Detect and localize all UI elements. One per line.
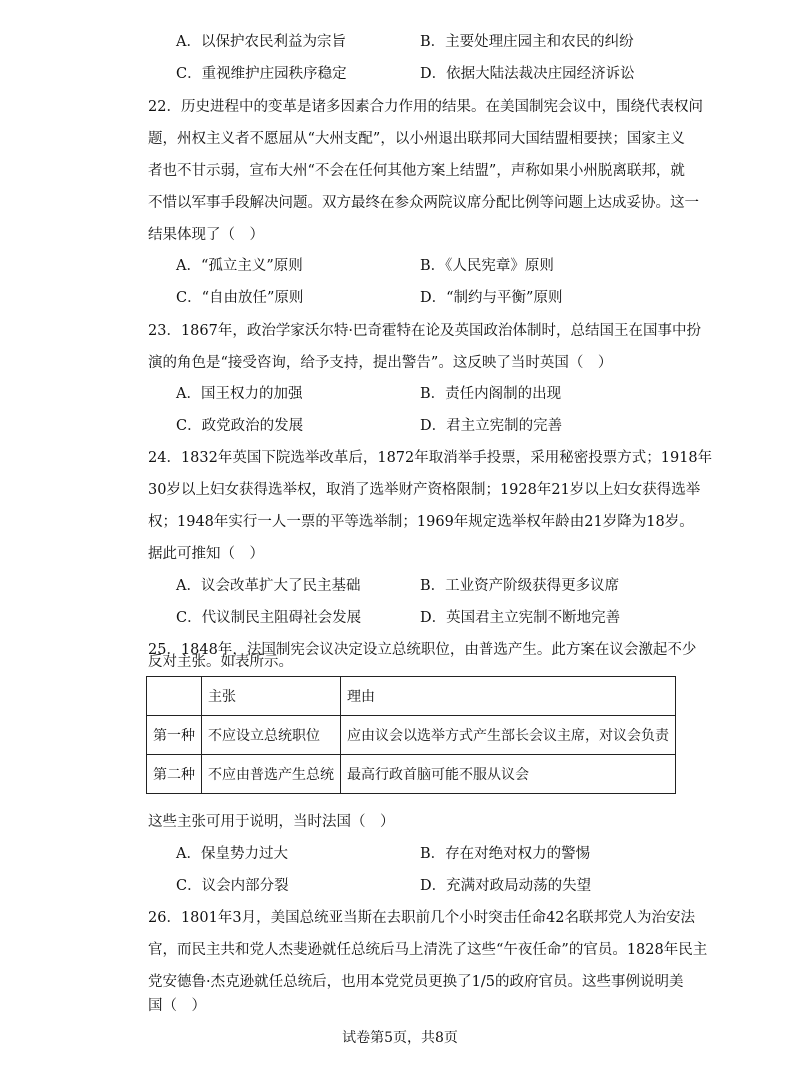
q24-line: 据此可推知（ ）	[148, 546, 264, 562]
q24-line: 权；1948年实行一人一票的平等选举制；1969年规定选举权年龄由21岁降为18岁。	[148, 514, 694, 530]
q22-line: 题，州权主义者不愿屈从“大州支配”，以小州退出联邦同大国结盟相要挟；国家主义	[148, 131, 685, 147]
q24-option-c: C．代议制民主阻碍社会发展	[176, 610, 362, 626]
q21-option-a: A．以保护农民利益为宗旨	[176, 34, 346, 50]
q24-line: 30岁以上妇女获得选举权，取消了选举财产资格限制；1928年21岁以上妇女获得选举	[148, 482, 701, 498]
table-cell: 最高行政首脑可能不服从议会	[341, 755, 676, 794]
q21-option-c: C．重视维护庄园秩序稳定	[176, 66, 347, 82]
q22-option-c: C．“自由放任”原则	[176, 290, 304, 306]
table-cell: 不应由普选产生总统	[202, 755, 341, 794]
q25-line: 25．1848年，法国制宪会议决定设立总统职位，由普选产生。此方案在议会激起不少	[148, 642, 697, 658]
table-header-cell	[147, 677, 202, 716]
table-cell: 第二种	[147, 755, 202, 794]
table-cell: 不应设立总统职位	[202, 716, 341, 755]
page-footer: 试卷第5页，共8页	[342, 1030, 458, 1046]
q22-line: 结果体现了（ ）	[148, 227, 264, 243]
q26-line: 国（ ）	[148, 998, 206, 1014]
q22-option-a: A．“孤立主义”原则	[176, 258, 303, 274]
q22-line: 不惜以军事手段解决问题。双方最终在参众两院议席分配比例等问题上达成妥协。这一	[148, 195, 699, 211]
q25-table	[146, 676, 676, 794]
q25-option-a: A．保皇势力过大	[176, 846, 288, 862]
table-header-row	[147, 677, 676, 716]
q26-line: 党安德鲁·杰克逊就任总统后，也用本党党员更换了1/5的政府官员。这些事例说明美	[148, 974, 684, 990]
q22-line: 22．历史进程中的变革是诸多因素合力作用的结果。在美国制宪会议中，围绕代表权问	[148, 99, 703, 115]
table-header-cell: 理由	[341, 677, 676, 716]
q24-line: 24．1832年英国下院选举改革后，1872年取消举手投票，采用秘密投票方式；1918年	[148, 450, 713, 466]
q26-line: 26．1801年3月，美国总统亚当斯在去职前几个小时突击任命42名联邦党人为治安法	[148, 910, 696, 926]
q22-option-b: B．《人民宪章》原则	[420, 258, 554, 274]
q24-option-d: D．英国君主立宪制不断地完善	[420, 610, 621, 626]
q24-option-a: A．议会改革扩大了民主基础	[176, 578, 361, 594]
q23-option-a: A．国王权力的加强	[176, 386, 303, 402]
q22-option-d: D．“制约与平衡”原则	[420, 290, 563, 306]
q23-option-d: D．君主立宪制的完善	[420, 418, 563, 434]
table-header-cell: 主张	[202, 677, 341, 716]
table-row	[147, 716, 676, 755]
q24-option-b: B．工业资产阶级获得更多议席	[420, 578, 620, 594]
q23-line: 23．1867年，政治学家沃尔特·巴奇霍特在论及英国政治体制时，总结国王在国事中扮	[148, 323, 701, 339]
q21-option-d: D．依据大陆法裁决庄园经济诉讼	[420, 66, 635, 82]
q25-option-d: D．充满对政局动荡的失望	[420, 878, 592, 894]
table-row	[147, 755, 676, 794]
q26-line: 官，而民主共和党人杰斐逊就任总统后马上清洗了这些“午夜任命”的官员。1828年民主	[148, 942, 708, 958]
q23-option-c: C．政党政治的发展	[176, 418, 304, 434]
q25-question: 这些主张可用于说明，当时法国（ ）	[148, 814, 395, 830]
q23-line: 演的角色是“接受咨询，给予支持，提出警告”。这反映了当时英国（ ）	[148, 355, 613, 371]
q25-option-c: C．议会内部分裂	[176, 878, 289, 894]
table-cell: 第一种	[147, 716, 202, 755]
q25-option-b: B．存在对绝对权力的警惕	[420, 846, 591, 862]
q25-line: 反对主张。如表所示。	[148, 654, 293, 670]
q23-option-b: B．责任内阁制的出现	[420, 386, 562, 402]
q22-line: 者也不甘示弱，宣布大州“不会在任何其他方案上结盟”，声称如果小州脱离联邦，就	[148, 163, 685, 179]
q21-option-b: B．主要处理庄园主和农民的纠纷	[420, 34, 634, 50]
table-cell: 应由议会以选举方式产生部长会议主席，对议会负责	[341, 716, 676, 755]
